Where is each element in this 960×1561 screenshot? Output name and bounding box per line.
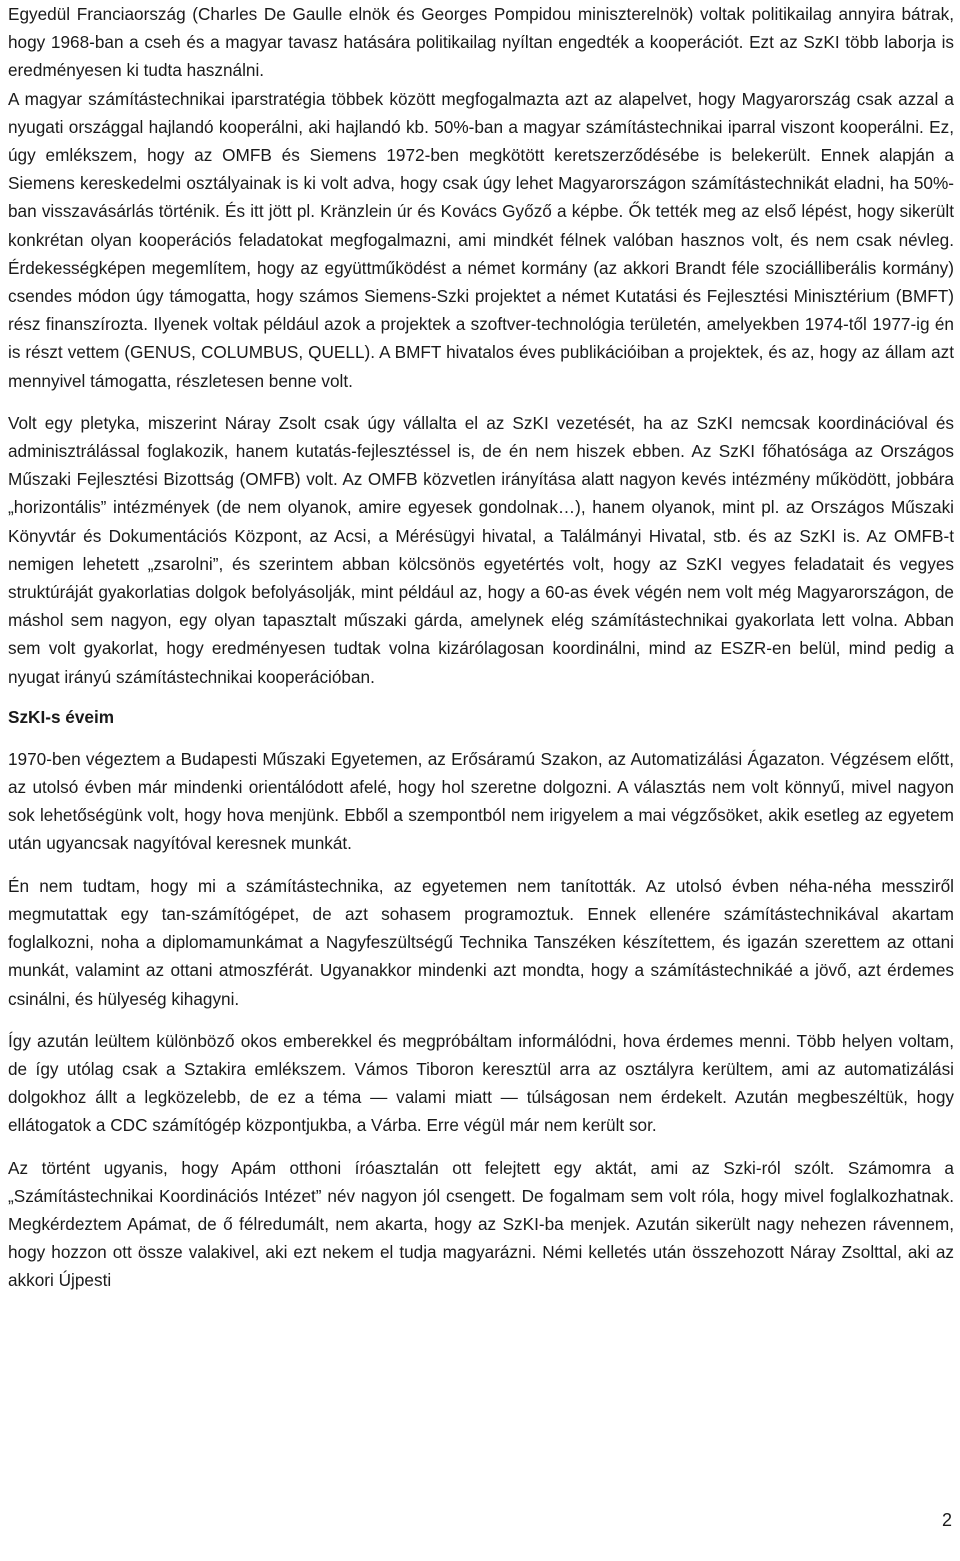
document-page — [8, 0, 954, 1295]
paragraph-industry-strategy: A magyar számítástechnikai iparstratégia többek között megfogalmazta azt az alapelvet, hogy Magyarország csak azzal a nyugati országgal hajlandó kooperálni, aki hajlandó kb. 50%-ban a magyar számítástechnikai iparral viszont kooperálni. Ez, úgy emlékszem, hogy az OMFB és Siemens 1972-ben megkötött keretszerződésébe is belekerült. Ennek alapján a Siemens kereskedelmi osztályainak is ki volt adva, hogy csak úgy lehet Magyarországon számítástechnikát eladni, ha 50%-ban visszavásárlás történik. És itt jött pl. Kränzlein úr és Kovács Győző a képbe. Ők tették meg az első lépést, hogy sikerült konkrétan olyan kooperációs feladatokat megfogalmazni, ami mindkét félnek valóban hasznos volt, és nem csak névleg. Érdekességképen megemlítem, hogy az együttműködést a német kormány (az akkori Brandt féle szociálliberális kormány) csendes módon úgy támogatta, hogy számos Siemens-Szki projektet a német Kutatási és Fejlesztési Minisztérium (BMFT) rész finanszírozta. Ilyenek voltak például azok a projektek a szoftver-technológia területén, amelyekben 1974-től 1977-ig én is részt vettem (GENUS, COLUMBUS, QUELL). A BMFT hivatalos éves publikációiban a projektek, és az, hogy az állam azt mennyivel támogatta, részletesen benne volt. — [8, 88, 954, 391]
paragraph-job-search: Így azután leültem különböző okos emberekkel és megpróbáltam informálódni, hova érdemes menni. Több helyen voltam, de így utólag csak a Sztakira emlékszem. Vámos Tiboron keresztül arra az osztályra kerültem, ami az automatizálási dolgokhoz állt a legközelebb, de ez a téma — valami miatt — túlságosan nem érdekelt. Azután megbeszéltük, hogy ellátogatok a CDC számítógép központjukba, a Várba. Erre végül már nem került sor. — [8, 1030, 954, 1136]
page-number: 2 — [941, 1510, 952, 1530]
paragraph-france-cooperation: Egyedül Franciaország (Charles De Gaulle elnök és Georges Pompidou miniszterelnök) voltak politikailag annyira bátrak, hogy 1968-ban a cseh és a magyar tavasz hatására politikailag nyíltan engedték a kooperációt. Ezt az SzKI több laborja is eredményesen ki tudta használni. — [8, 4, 954, 81]
section-heading: SzKI-s éveim — [8, 706, 115, 727]
paragraph-szki-file: Az történt ugyanis, hogy Apám otthoni íróasztalán ott felejtett egy aktát, ami az Szki-ról szólt. Számomra a „Számítástechnikai Koordinációs Intézet” név nagyon jól csengett. De fogalmam sem volt róla, hogy mivel foglalkozhatnak. Megkérdeztem Apámat, de ő félredumált, nem akarta, hogy az SzKI-ba menjek. Azután sikerült nagy nehezen rávennem, hogy hozzon ott össze valakivel, aki ezt nekem el tudja magyarázni. Némi kelletés után összehozott Náray Zsolttal, aki az akkori Újpesti — [8, 1157, 954, 1291]
paragraph-naray-rumor: Volt egy pletyka, miszerint Náray Zsolt csak úgy vállalta el az SzKI vezetését, ha az SzKI nemcsak koordinációval és adminisztrálással foglakozik, hanem kutatás-fejlesztéssel is, de én nem hiszek ebben. Az SzKI főhatósága az Országos Műszaki Fejlesztési Bizottság (OMFB) volt. Az OMFB közvetlen irányítása alatt nagyon kevés intézmény működött, jobbára „horizontális” intézmények (de nem olyanok, amire egyesek gondolnak…), hanem olyanok, mint pl. az Országos Műszaki Könyvtár és Dokumentációs Központ, az Acsi, a Mérésügyi hivatal, a Találmányi Hivatal, stb. és az SzKI is. Az OMFB-t nemigen lehetett „zsarolni”, és szerintem abban kölcsönös egyetértés volt, hogy az SzKI vegyes feladatait és vegyes struktúráját gyakorlatias dolgok befolyásolják, mint például az, hogy a 60-as évek végén nem volt még Magyarországon, de máshol sem nagyon, egy olyan tapasztalt műszaki gárda, amelynek elég számítástechnikai gyakorlata lett volna. Abban sem volt gyakorlat, hogy eredményesen tudtak volna kizárólagosan koordinálni, mind az ESZR-en belül, mind pedig a nyugat irányú számítástechnikai kooperációban. — [8, 412, 954, 687]
paragraph-graduation: 1970-ben végeztem a Budapesti Műszaki Egyetemen, az Erősáramú Szakon, az Automatizálási Ágazaton. Végzésem előtt, az utolsó évben már mindenki orientálódott afelé, hogy hol szeretne dolgozni. A választás nem volt könnyű, mivel nagyon sok lehetőségünk volt, hogy hova menjünk. Ebből a szempontból nem irigyelem a mai végzősöket, akik esetleg az egyetem után ugyancsak nagyítóval keresnek munkát. — [8, 748, 954, 854]
paragraph-computing-interest: Én nem tudtam, hogy mi a számítástechnika, az egyetemen nem tanították. Az utolsó évben néha-néha messziről megmutattak egy tan-számítógépet, de azt sohasem programoztuk. Ennek ellenére számítástechnikával akartam foglalkozni, noha a diplomamunkámat a Nagyfeszültségű Technika Tanszéken készítettem, és igazán szerettem az ottani munkát, valamint az ottani atmoszférát. Ugyanakkor mindenki azt mondta, hogy a számítástechnikáé a jövő, azt érdemes csinálni, és hülyeség kihagyni. — [8, 875, 954, 1009]
